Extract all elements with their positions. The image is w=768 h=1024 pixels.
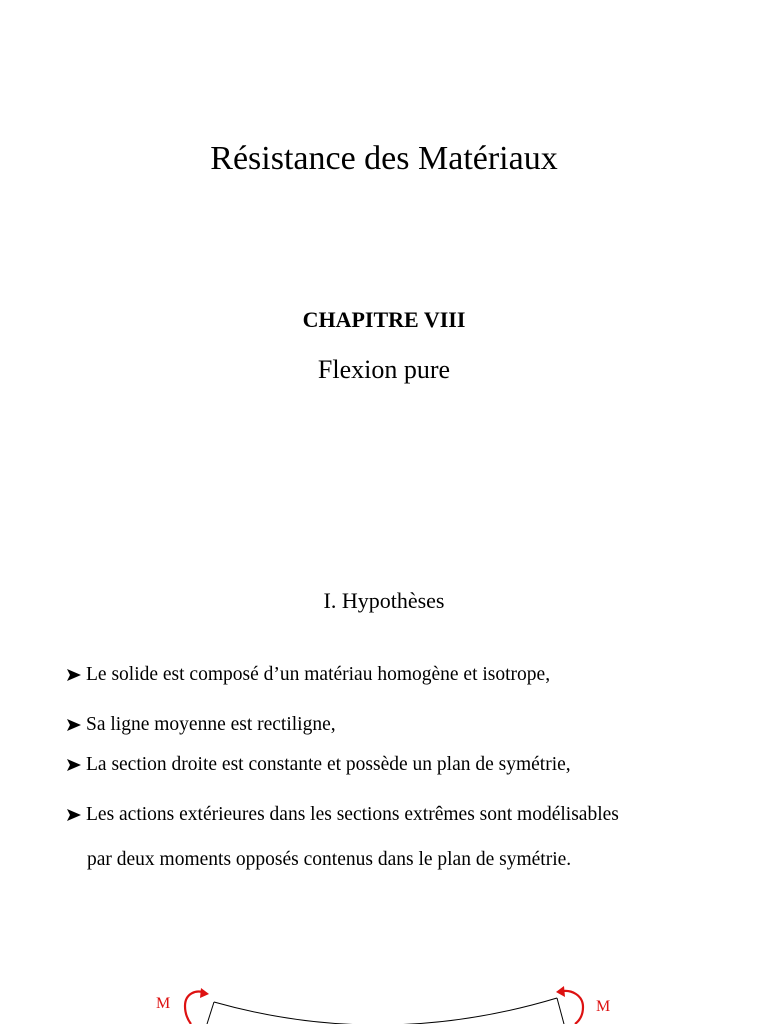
right-moment-arrow-icon bbox=[558, 991, 583, 1024]
beam-bending-figure bbox=[0, 980, 768, 1024]
bullet-text: Le solide est composé d’un matériau homogène et isotrope, bbox=[86, 664, 551, 685]
right-moment-arrowhead-icon bbox=[556, 986, 565, 997]
chapter-title: Flexion pure bbox=[317, 355, 451, 384]
beam-top-edge bbox=[214, 998, 557, 1024]
document-title: Résistance des Matériaux bbox=[210, 140, 558, 177]
chapter-number: CHAPITRE VIII bbox=[302, 307, 466, 332]
arrow-bullet-icon bbox=[66, 805, 82, 825]
beam-right-end bbox=[557, 998, 564, 1024]
bullet-text: Les actions extérieures dans les sections extrêmes sont modélisables bbox=[86, 804, 619, 825]
bullet-text: La section droite est constante et possède un plan de symétrie, bbox=[86, 754, 571, 775]
arrow-bullet-icon bbox=[66, 715, 82, 735]
section-heading: I. Hypothèses bbox=[323, 588, 445, 613]
moment-label-right: M bbox=[596, 998, 611, 1015]
left-moment-arrowhead-icon bbox=[200, 988, 209, 998]
moment-label-left: M bbox=[156, 995, 171, 1012]
arrow-bullet-icon bbox=[66, 665, 82, 685]
beam-left-end bbox=[207, 1002, 214, 1024]
bullet-continuation: par deux moments opposés contenus dans le plan de symétrie. bbox=[87, 849, 572, 870]
arrow-bullet-icon bbox=[66, 755, 82, 775]
bullet-text: Sa ligne moyenne est rectiligne, bbox=[86, 714, 336, 735]
left-moment-arrow-icon bbox=[185, 992, 207, 1024]
